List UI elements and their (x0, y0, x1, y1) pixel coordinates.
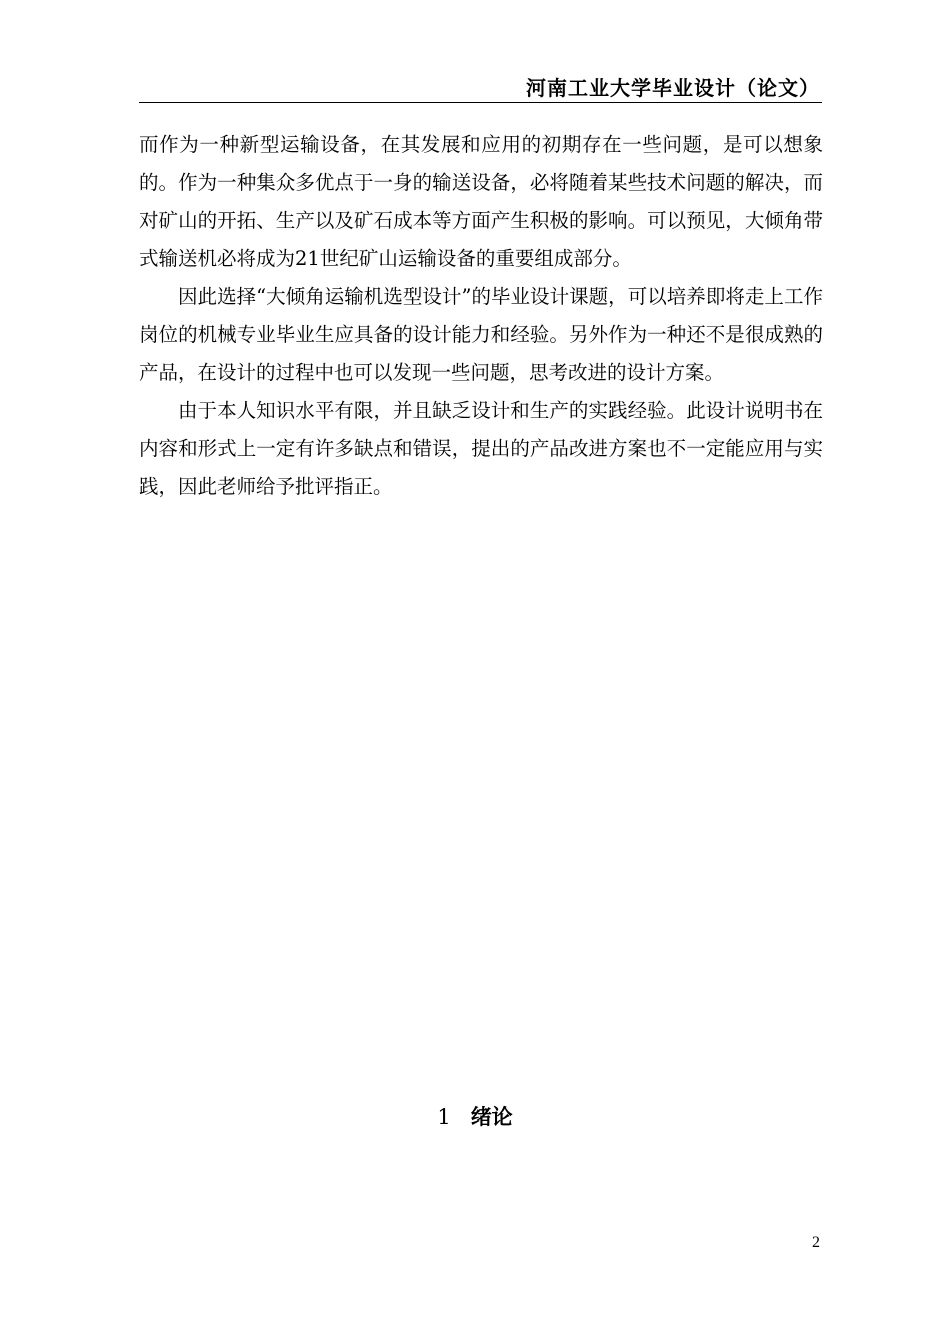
page-header (139, 76, 822, 103)
header-title: 河南工业大学毕业设计（论文） (526, 76, 820, 100)
section-number: 1 (437, 1105, 451, 1129)
paragraph-continued: 而作为一种新型运输设备，在其发展和应用的初期存在一些问题，是可以想象的。作为一种集众多优点于一身的输送设备，必将随着某些技术问题的解决，而对矿山的开拓、生产以及矿石成本等方面产生积极的影响。可以预见，大倾角带式输送机必将成为21世纪矿山运输设备的重要组成部分。 (139, 133, 823, 270)
section-heading (0, 1102, 950, 1132)
page-number: 2 (812, 1234, 820, 1251)
paragraph: 因此选择“大倾角运输机选型设计”的毕业设计课题，可以培养即将走上工作岗位的机械专业毕业生应具备的设计能力和经验。另外作为一种还不是很成熟的产品，在设计的过程中也可以发现一些问题，思考改进的设计方案。 (139, 285, 823, 384)
paragraph: 由于本人知识水平有限，并且缺乏设计和生产的实践经验。此设计说明书在内容和形式上一定有许多缺点和错误，提出的产品改进方案也不一定能应用与实践，因此老师给予批评指正。 (139, 399, 823, 498)
section-title: 绪论 (470, 1105, 513, 1129)
body-text (139, 126, 823, 506)
